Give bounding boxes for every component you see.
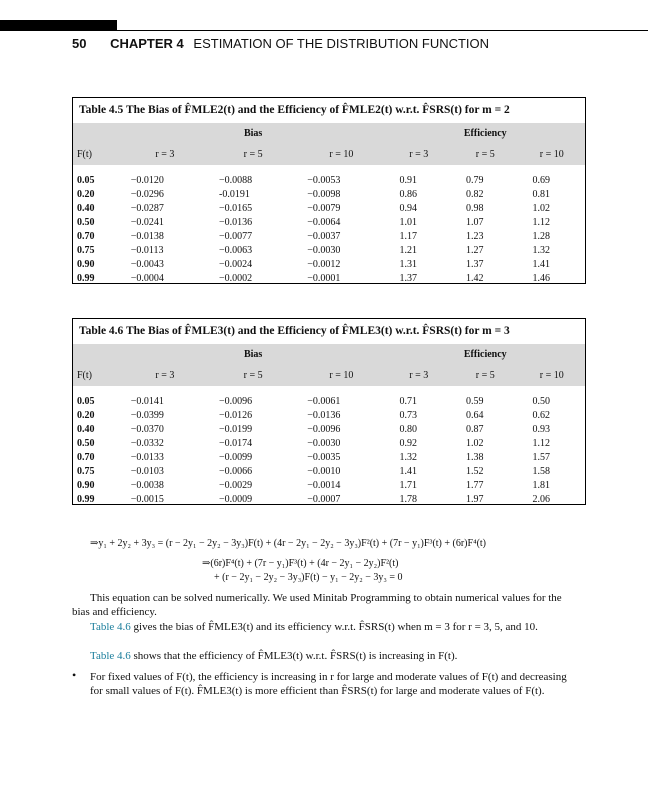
efficiency-cell: 0.94 (399, 202, 418, 214)
chapter-label: CHAPTER 4 (110, 36, 184, 51)
bias-cell: −0.0030 (307, 437, 341, 449)
table-row (73, 271, 585, 285)
bias-group-header: Bias (121, 344, 386, 364)
bias-cell: −0.0241 (130, 216, 164, 228)
table-row (73, 436, 585, 450)
efficiency-cell: 0.82 (466, 188, 484, 200)
bias-cell: −0.0038 (130, 479, 164, 491)
bias-cell: −0.0096 (219, 395, 253, 407)
table-row (73, 215, 585, 229)
table-link[interactable]: Table 4.6 (90, 650, 131, 662)
bias-cell: −0.0079 (307, 202, 341, 214)
bias-cell: −0.0024 (219, 258, 253, 270)
ft-value-cell: 0.90 (77, 258, 95, 270)
equation-line-1: ⇒y₁ + 2y₂ + 3y₃ = (r − 2y₁ − 2y₂ − 3y₃)F(t) + (4r − 2y₁ − 2y₂ − 3y₃)F²(t) + (7r − y₁)F³(t) + (6r)F⁴(t) (90, 538, 487, 549)
ft-value-cell: 0.40 (77, 423, 95, 435)
efficiency-cell: 0.50 (532, 395, 550, 407)
bias-cell: −0.0099 (219, 451, 253, 463)
efficiency-cell: 0.92 (399, 437, 418, 449)
efficiency-cell: 1.12 (532, 216, 550, 228)
efficiency-cell: 0.91 (399, 174, 418, 186)
data-table (73, 123, 585, 285)
ft-value-cell: 0.99 (77, 272, 95, 284)
header-black-bar (0, 20, 117, 31)
efficiency-cell: 1.01 (399, 216, 418, 228)
bias-cell: −0.0015 (130, 493, 164, 505)
bias-cell: −0.0014 (307, 479, 341, 491)
efficiency-cell: 1.32 (532, 244, 550, 256)
efficiency-cell: 0.86 (399, 188, 418, 200)
bias-cell: −0.0136 (307, 409, 341, 421)
table-row (73, 257, 585, 271)
efficiency-cell: 1.02 (532, 202, 550, 214)
column-header: r = 3 (121, 364, 209, 386)
bias-cell: −0.0165 (219, 202, 253, 214)
efficiency-cell: 1.28 (532, 230, 550, 242)
ft-value-cell: 0.50 (77, 216, 95, 228)
efficiency-cell: 1.41 (399, 465, 418, 477)
efficiency-cell: 1.97 (466, 493, 484, 505)
table-row (73, 243, 585, 257)
bias-cell: −0.0098 (307, 188, 341, 200)
ft-value-cell: 0.70 (77, 230, 95, 242)
efficiency-cell: 0.80 (399, 423, 418, 435)
bias-cell: −0.0287 (130, 202, 164, 214)
efficiency-cell: 1.07 (466, 216, 484, 228)
bias-cell: −0.0064 (307, 216, 341, 228)
efficiency-cell: 0.59 (466, 395, 484, 407)
efficiency-cell: 1.71 (399, 479, 418, 491)
column-header: r = 5 (452, 143, 518, 165)
efficiency-cell: 1.17 (399, 230, 418, 242)
efficiency-cell: 1.12 (532, 437, 550, 449)
column-header: r = 3 (121, 143, 209, 165)
bias-cell: −0.0063 (219, 244, 253, 256)
bias-cell: −0.0096 (307, 423, 341, 435)
column-header: r = 10 (297, 364, 385, 386)
efficiency-cell: 1.31 (399, 258, 418, 270)
efficiency-cell: 1.27 (466, 244, 484, 256)
bias-cell: -0.0191 (219, 188, 250, 200)
bias-cell: −0.0004 (130, 272, 164, 284)
ft-value-cell: 0.40 (77, 202, 95, 214)
bullet-marker: • (72, 668, 77, 682)
efficiency-cell: 2.06 (532, 493, 550, 505)
bias-cell: −0.0332 (130, 437, 164, 449)
bias-cell: −0.0012 (307, 258, 341, 270)
table-4-6 (72, 318, 586, 505)
table-row (73, 464, 585, 478)
efficiency-group-header: Efficiency (386, 123, 585, 143)
bullet-paragraph: For fixed values of F(t), the efficiency is increasing in r for large and moderate values of F(t) and decreasing for small values of F(t). F̂MLE3(t) is more efficient than F̂SRS(t) for large and moderate values of F(t). (90, 671, 567, 697)
efficiency-cell: 1.58 (532, 465, 550, 477)
bias-cell: −0.0009 (219, 493, 253, 505)
table-link[interactable]: Table 4.6 (90, 621, 131, 633)
table-row (73, 492, 585, 506)
bias-cell: −0.0002 (219, 272, 253, 284)
efficiency-cell: 0.93 (532, 423, 550, 435)
efficiency-cell: 0.87 (466, 423, 484, 435)
data-table (73, 344, 585, 506)
paragraph-1: This equation can be solved numerically. We used Minitab Programming to obtain numerical values for the bias and efficiency. (72, 592, 562, 618)
table-caption: Table 4.5 The Bias of F̂MLE2(t) and the Efficiency of F̂MLE2(t) w.r.t. F̂SRS(t) for m = 2 (79, 104, 510, 116)
column-header: r = 5 (452, 364, 518, 386)
chapter-title: ESTIMATION OF THE DISTRIBUTION FUNCTION (193, 36, 490, 51)
bias-cell: −0.0066 (219, 465, 253, 477)
bias-cell: −0.0029 (219, 479, 253, 491)
header-rule (117, 30, 648, 31)
paragraph-2-text: gives the bias of F̂MLE3(t) and its efficiency w.r.t. F̂SRS(t) when m = 3 for r = 3, 5, and 10. (130, 621, 538, 633)
efficiency-cell: 1.23 (466, 230, 484, 242)
bias-cell: −0.0370 (130, 423, 164, 435)
efficiency-group-header: Efficiency (386, 344, 585, 364)
group-header-row (73, 123, 585, 143)
efficiency-cell: 1.37 (399, 272, 418, 284)
bias-cell: −0.0399 (130, 409, 164, 421)
table-body (73, 173, 585, 285)
bias-cell: −0.0007 (307, 493, 341, 505)
efficiency-cell: 0.79 (466, 174, 484, 186)
column-header-row (73, 143, 585, 165)
efficiency-cell: 0.73 (399, 409, 418, 421)
ft-value-cell: 0.05 (77, 395, 95, 407)
efficiency-cell: 1.32 (399, 451, 418, 463)
ft-value-cell: 0.90 (77, 479, 95, 491)
efficiency-cell: 0.98 (466, 202, 484, 214)
efficiency-cell: 1.78 (399, 493, 418, 505)
ft-value-cell: 0.05 (77, 174, 95, 186)
column-header-row (73, 364, 585, 386)
table-row (73, 478, 585, 492)
running-head (72, 36, 489, 51)
bias-cell: −0.0001 (307, 272, 341, 284)
efficiency-cell: 0.69 (532, 174, 550, 186)
efficiency-cell: 1.77 (466, 479, 484, 491)
paragraph-3 (72, 649, 576, 663)
ft-value-cell: 0.20 (77, 188, 95, 200)
table-row (73, 229, 585, 243)
bias-group-header: Bias (121, 123, 386, 143)
column-header: r = 5 (209, 364, 297, 386)
bias-cell: −0.0138 (130, 230, 164, 242)
bias-cell: −0.0037 (307, 230, 341, 242)
efficiency-cell: 1.81 (532, 479, 550, 491)
table-4-5 (72, 97, 586, 284)
efficiency-cell: 1.42 (466, 272, 484, 284)
ft-value-cell: 0.70 (77, 451, 95, 463)
bias-cell: −0.0035 (307, 451, 341, 463)
efficiency-cell: 1.52 (466, 465, 484, 477)
bias-cell: −0.0053 (307, 174, 341, 186)
bias-cell: −0.0141 (130, 395, 164, 407)
efficiency-cell: 1.41 (532, 258, 550, 270)
bias-cell: −0.0103 (130, 465, 164, 477)
efficiency-cell: 1.37 (466, 258, 484, 270)
efficiency-cell: 0.62 (532, 409, 550, 421)
column-header: r = 3 (386, 143, 452, 165)
table-row (73, 450, 585, 464)
ft-value-cell: 0.75 (77, 244, 95, 256)
table-row (73, 422, 585, 436)
bias-cell: −0.0010 (307, 465, 341, 477)
bias-cell: −0.0077 (219, 230, 253, 242)
group-header-row (73, 344, 585, 364)
page-number: 50 (72, 36, 87, 51)
efficiency-cell: 1.21 (399, 244, 418, 256)
table-row (73, 408, 585, 422)
equation-line-2: ⇒(6r)F⁴(t) + (7r − y₁)F³(t) + (4r − 2y₁ − 2y₂)F²(t) (202, 558, 399, 569)
efficiency-cell: 0.71 (399, 395, 418, 407)
ft-value-cell: 0.99 (77, 493, 95, 505)
paragraph-3-text: shows that the efficiency of F̂MLE3(t) w.r.t. F̂SRS(t) is increasing in F(t). (130, 650, 458, 662)
paragraph-2 (72, 620, 576, 634)
bias-cell: −0.0030 (307, 244, 341, 256)
column-header: r = 3 (386, 364, 452, 386)
efficiency-cell: 1.46 (532, 272, 550, 284)
efficiency-cell: 0.64 (466, 409, 484, 421)
bias-cell: −0.0133 (130, 451, 164, 463)
table-row (73, 173, 585, 187)
table-caption: Table 4.6 The Bias of F̂MLE3(t) and the Efficiency of F̂MLE3(t) w.r.t. F̂SRS(t) for m = 3 (79, 325, 510, 337)
ft-value-cell: 0.50 (77, 437, 95, 449)
equation-line-3: + (r − 2y₁ − 2y₂ − 3y₃)F(t) − y₁ − 2y₂ − 3y₃ = 0 (214, 572, 403, 583)
bias-cell: −0.0174 (219, 437, 253, 449)
column-header: r = 10 (518, 364, 585, 386)
table-row (73, 201, 585, 215)
efficiency-cell: 0.81 (532, 188, 550, 200)
efficiency-cell: 1.38 (466, 451, 484, 463)
column-header: F(t) (73, 364, 121, 386)
efficiency-cell: 1.02 (466, 437, 484, 449)
bias-cell: −0.0061 (307, 395, 341, 407)
column-header: F(t) (73, 143, 121, 165)
bias-cell: −0.0113 (130, 244, 164, 256)
bias-cell: −0.0199 (219, 423, 253, 435)
column-header: r = 10 (297, 143, 385, 165)
bias-cell: −0.0120 (130, 174, 164, 186)
bias-cell: −0.0043 (130, 258, 164, 270)
bias-cell: −0.0296 (130, 188, 164, 200)
column-header: r = 10 (518, 143, 585, 165)
column-header: r = 5 (209, 143, 297, 165)
bias-cell: −0.0088 (219, 174, 253, 186)
bias-cell: −0.0136 (219, 216, 253, 228)
table-body (73, 394, 585, 506)
ft-value-cell: 0.75 (77, 465, 95, 477)
efficiency-cell: 1.57 (532, 451, 550, 463)
table-row (73, 187, 585, 201)
table-row (73, 394, 585, 408)
ft-value-cell: 0.20 (77, 409, 95, 421)
bias-cell: −0.0126 (219, 409, 253, 421)
